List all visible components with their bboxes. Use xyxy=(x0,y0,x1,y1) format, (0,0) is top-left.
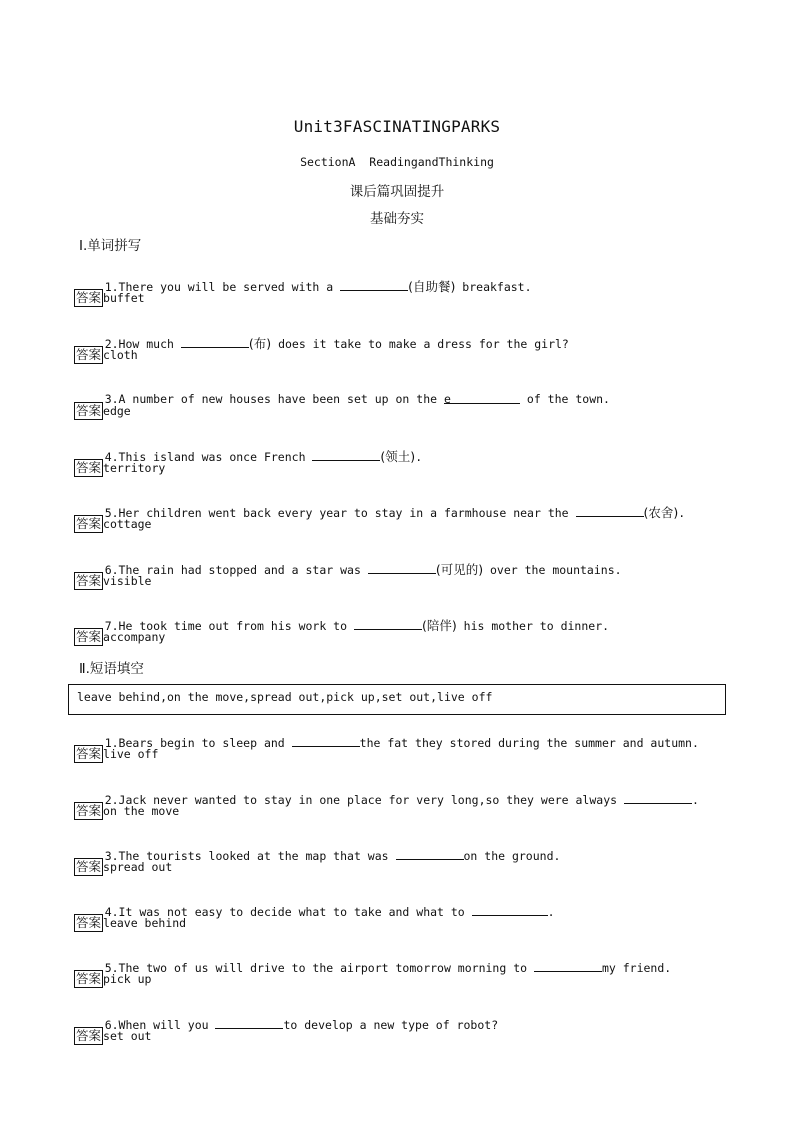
answer-blank[interactable] xyxy=(215,1016,283,1029)
section2-heading: Ⅱ.短语填空 xyxy=(79,661,144,677)
answer-text: visible xyxy=(103,574,152,588)
answer-tag: 答案 xyxy=(76,290,102,305)
answer-blank[interactable] xyxy=(396,847,464,860)
answer-text: territory xyxy=(103,461,166,475)
question-1-6: 6.The rain had stopped and a star was (可见的) over the mountains. xyxy=(104,562,622,577)
answer-blank[interactable] xyxy=(292,734,360,747)
answer-blank[interactable] xyxy=(340,278,408,291)
question-2-2: 2.Jack never wanted to stay in one place for very long,so they were always . xyxy=(104,793,699,807)
answer-row xyxy=(74,858,172,876)
question-2-1: 1.Bears begin to sleep and the fat they stored during the summer and autumn. xyxy=(104,736,699,750)
answer-row xyxy=(74,346,138,364)
answer-text: buffet xyxy=(103,291,145,305)
section1-heading: Ⅰ.单词拼写 xyxy=(79,238,142,254)
answer-text: set out xyxy=(103,1029,152,1043)
answer-tag: 答案 xyxy=(76,403,102,418)
answer-text: edge xyxy=(103,404,131,418)
answer-blank[interactable] xyxy=(624,791,692,804)
answer-row xyxy=(74,515,151,533)
answer-blank[interactable] xyxy=(354,617,422,630)
answer-text: spread out xyxy=(103,860,173,874)
question-1-2: 2.How much (布) does it take to make a dress for the girl? xyxy=(104,336,569,351)
answer-row xyxy=(74,970,151,988)
answer-text: pick up xyxy=(103,972,152,986)
answer-text: live off xyxy=(103,747,159,761)
answer-tag: 答案 xyxy=(76,1028,102,1043)
answer-row xyxy=(74,572,151,590)
question-1-5: 5.Her children went back every year to stay in a farmhouse near the (农舍). xyxy=(104,505,686,520)
answer-row xyxy=(74,628,165,646)
answer-tag: 答案 xyxy=(76,915,102,930)
answer-text: cottage xyxy=(103,517,152,531)
answer-blank[interactable] xyxy=(312,448,380,461)
answer-row xyxy=(74,402,131,420)
answer-blank[interactable]: e xyxy=(444,391,520,404)
question-2-6: 6.When will you to develop a new type of robot? xyxy=(104,1018,499,1032)
answer-tag: 答案 xyxy=(76,971,102,986)
answer-text: accompany xyxy=(103,630,166,644)
word-bank-box xyxy=(68,684,726,715)
answer-row xyxy=(74,459,165,477)
subheading: 课后篇巩固提升 xyxy=(349,184,445,200)
answer-row xyxy=(74,914,186,932)
word-bank-text: leave behind,on the move,spread out,pick up,set out,live off xyxy=(77,690,493,704)
question-2-3: 3.The tourists looked at the map that was on the ground. xyxy=(104,849,561,863)
answer-text: leave behind xyxy=(103,916,187,930)
question-1-7: 7.He took time out from his work to (陪伴) his mother to dinner. xyxy=(104,618,610,633)
answer-blank[interactable] xyxy=(534,959,602,972)
answer-row xyxy=(74,289,145,307)
question-2-4: 4.It was not easy to decide what to take and what to . xyxy=(104,905,555,919)
answer-tag: 答案 xyxy=(76,573,102,588)
answer-blank[interactable] xyxy=(368,561,436,574)
answer-blank[interactable] xyxy=(181,335,249,348)
question-2-5: 5.The two of us will drive to the airport tomorrow morning to my friend. xyxy=(104,961,672,975)
section-subtitle: SectionA ReadingandThinking xyxy=(300,155,494,169)
answer-row xyxy=(74,1027,151,1045)
answer-tag: 答案 xyxy=(76,460,102,475)
answer-tag: 答案 xyxy=(76,347,102,362)
answer-row xyxy=(74,745,158,763)
question-1-4: 4.This island was once French (领土). xyxy=(104,449,423,464)
level-heading: 基础夯实 xyxy=(370,211,424,227)
question-1-3: 3.A number of new houses have been set up on the e of the town. xyxy=(104,392,610,406)
answer-tag: 答案 xyxy=(76,629,102,644)
question-1-1: 1.There you will be served with a (自助餐) breakfast. xyxy=(104,279,532,294)
answer-blank[interactable] xyxy=(576,504,644,517)
page-title: Unit3FASCINATINGPARKS xyxy=(293,117,501,136)
answer-blank[interactable] xyxy=(472,903,548,916)
answer-tag: 答案 xyxy=(76,859,102,874)
answer-tag: 答案 xyxy=(76,803,102,818)
answer-tag: 答案 xyxy=(76,746,102,761)
answer-text: on the move xyxy=(103,804,180,818)
answer-row xyxy=(74,802,179,820)
answer-tag: 答案 xyxy=(76,516,102,531)
answer-text: cloth xyxy=(103,348,138,362)
